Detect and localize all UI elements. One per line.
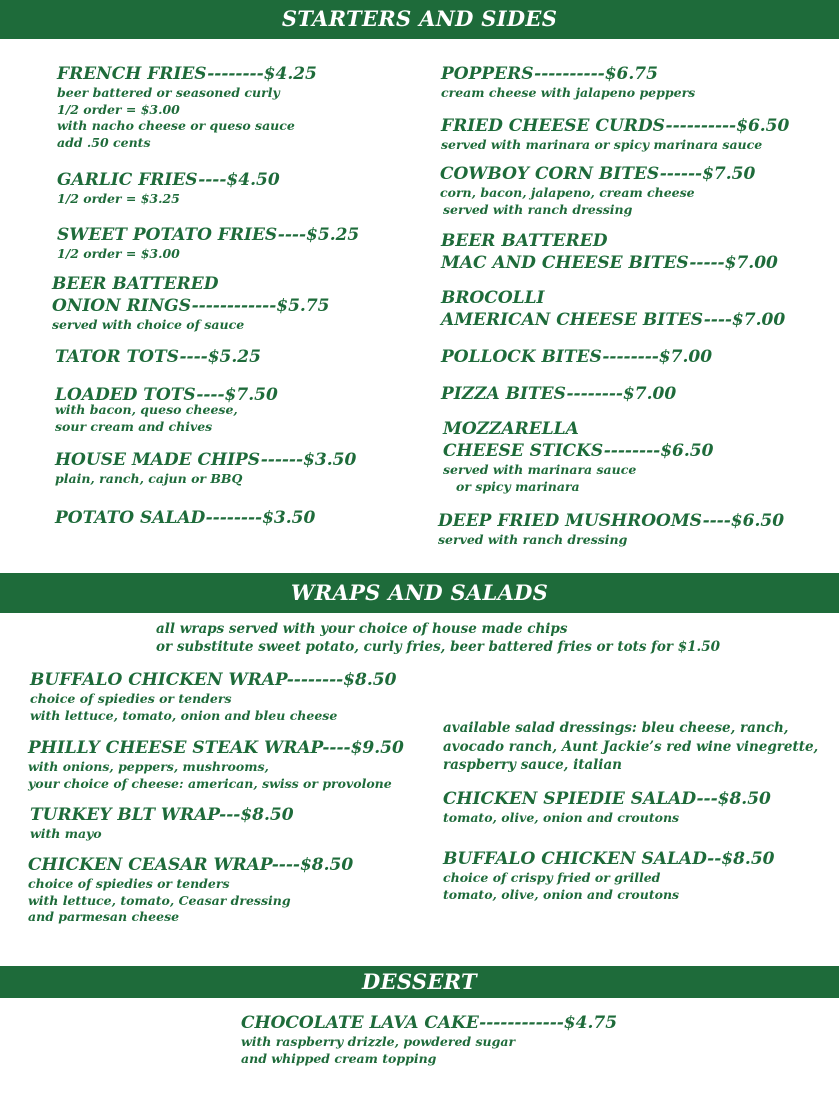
menu-item-house-made-chips	[55, 449, 356, 488]
item-title: SWEET POTATO FRIES----$5.25	[57, 225, 360, 245]
item-desc: sour cream and chives	[55, 418, 213, 434]
menu-item-buffalo-chicken-salad	[443, 848, 774, 903]
item-desc: 1/2 order = $3.00	[57, 246, 180, 261]
item-title: COWBOY CORN BITES------$7.50	[440, 164, 756, 184]
item-desc: with mayo	[30, 826, 102, 841]
item-desc: plain, ranch, cajun or BBQ	[55, 471, 243, 486]
menu-item-mozzarella-sticks	[443, 418, 713, 495]
item-title: PHILLY CHEESE STEAK WRAP----$9.50	[28, 738, 404, 758]
item-title: CHICKEN CEASAR WRAP----$8.50	[28, 855, 354, 875]
item-desc: or spicy marinara	[443, 478, 580, 494]
menu-item-cowboy-corn-bites	[440, 163, 755, 218]
item-title: MOZZARELLA	[443, 419, 579, 439]
menu-item-chicken-ceasar-wrap	[28, 854, 353, 926]
item-desc: cream cheese with jalapeno peppers	[441, 85, 696, 100]
item-title: ONION RINGS------------$5.75	[52, 296, 330, 316]
item-desc: 1/2 order = $3.00	[57, 101, 180, 117]
menu-item-tator-tots	[55, 346, 261, 368]
menu-item-brocolli-cheese-bites	[441, 287, 785, 331]
salad-dressings-note	[443, 719, 818, 775]
item-title: BUFFALO CHICKEN SALAD--$8.50	[443, 849, 775, 869]
section-header-wraps: WRAPS AND SALADS	[0, 573, 839, 613]
wraps-intro	[156, 620, 720, 656]
menu-item-pizza-bites	[441, 383, 676, 405]
item-title: CHOCOLATE LAVA CAKE------------$4.75	[241, 1013, 618, 1033]
item-title: BUFFALO CHICKEN WRAP--------$8.50	[30, 670, 397, 690]
menu-item-sweet-potato-fries	[57, 224, 359, 263]
item-desc: with lettuce, tomato, onion and bleu cheese	[30, 707, 338, 723]
item-desc: beer battered or seasoned curly	[57, 85, 280, 100]
item-desc: choice of spiedies or tenders	[30, 691, 232, 706]
item-title: POTATO SALAD--------$3.50	[55, 508, 316, 528]
item-title: BROCOLLI	[441, 288, 545, 308]
menu-item-mac-and-cheese-bites	[441, 230, 778, 274]
item-title: PIZZA BITES--------$7.00	[441, 384, 677, 404]
item-title: DEEP FRIED MUSHROOMS----$6.50	[438, 511, 785, 531]
item-desc: with onions, peppers, mushrooms,	[28, 759, 269, 774]
item-title: FRIED CHEESE CURDS----------$6.50	[441, 116, 790, 136]
item-desc: and parmesan cheese	[28, 909, 180, 924]
item-desc: your choice of cheese: american, swiss or provolone	[28, 775, 392, 791]
dressings-line: available salad dressings: bleu cheese, ranch,	[443, 720, 789, 736]
menu-item-pollock-bites	[441, 346, 712, 368]
menu-item-loaded-tots	[55, 384, 278, 435]
item-title: BEER BATTERED	[441, 231, 608, 251]
wraps-intro-line: all wraps served with your choice of house made chips	[156, 621, 568, 637]
item-desc: choice of crispy fried or grilled	[443, 870, 661, 885]
item-desc: tomato, olive, onion and croutons	[443, 886, 680, 902]
item-title: FRENCH FRIES--------$4.25	[57, 64, 317, 84]
item-title: CHEESE STICKS--------$6.50	[443, 441, 714, 461]
item-desc: choice of spiedies or tenders	[28, 876, 230, 891]
item-desc: 1/2 order = $3.25	[57, 191, 180, 206]
item-desc: served with ranch dressing	[438, 532, 628, 547]
item-title: MAC AND CHEESE BITES-----$7.00	[441, 253, 778, 273]
menu-item-chocolate-lava-cake	[241, 1012, 617, 1067]
item-desc: with raspberry drizzle, powdered sugar	[241, 1034, 516, 1049]
item-title: BEER BATTERED	[52, 274, 219, 294]
item-title: TATOR TOTS----$5.25	[55, 347, 261, 367]
section-header-starters: STARTERS AND SIDES	[0, 0, 839, 39]
menu-item-garlic-fries	[57, 169, 280, 208]
menu-item-fried-cheese-curds	[441, 115, 789, 154]
item-desc: served with choice of sauce	[52, 317, 245, 332]
dressings-line: avocado ranch, Aunt Jackie’s red wine vinegrette,	[443, 738, 819, 755]
item-title: HOUSE MADE CHIPS------$3.50	[55, 450, 357, 470]
item-desc: served with ranch dressing	[443, 201, 633, 217]
menu-item-buffalo-chicken-wrap	[30, 669, 396, 724]
section-header-dessert: DESSERT	[0, 966, 839, 998]
menu-item-deep-fried-mushrooms	[438, 510, 784, 549]
item-desc: and whipped cream topping	[241, 1050, 437, 1066]
menu-item-chicken-spiedie-salad	[443, 788, 771, 827]
item-title: POPPERS----------$6.75	[441, 64, 658, 84]
item-desc: with lettuce, tomato, Ceasar dressing	[28, 892, 291, 908]
item-title: POLLOCK BITES--------$7.00	[441, 347, 713, 367]
item-desc: with nacho cheese or queso sauce	[57, 118, 295, 133]
wraps-intro-line: or substitute sweet potato, curly fries, beer battered fries or tots for $1.50	[156, 639, 721, 655]
item-title: AMERICAN CHEESE BITES----$7.00	[441, 310, 786, 330]
item-desc: corn, bacon, jalapeno, cream cheese	[440, 185, 695, 200]
menu-item-philly-cheese-steak-wrap	[28, 737, 404, 792]
item-desc: tomato, olive, onion and croutons	[443, 810, 680, 825]
menu-item-poppers	[441, 63, 695, 102]
item-title: GARLIC FRIES----$4.50	[57, 170, 280, 190]
menu-item-onion-rings	[52, 273, 330, 334]
item-desc: add .50 cents	[57, 134, 151, 150]
menu-item-french-fries	[57, 63, 317, 151]
item-title: TURKEY BLT WRAP---$8.50	[30, 805, 294, 825]
item-desc: with bacon, queso cheese,	[55, 402, 238, 417]
menu-item-turkey-blt-wrap	[30, 804, 294, 843]
dressings-line: raspberry sauce, italian	[443, 757, 623, 773]
item-desc: served with marinara or spicy marinara sauce	[441, 137, 763, 152]
item-desc: served with marinara sauce	[443, 462, 637, 477]
item-title: CHICKEN SPIEDIE SALAD---$8.50	[443, 789, 771, 809]
item-title: LOADED TOTS----$7.50	[55, 385, 278, 405]
menu-item-potato-salad	[55, 507, 315, 529]
